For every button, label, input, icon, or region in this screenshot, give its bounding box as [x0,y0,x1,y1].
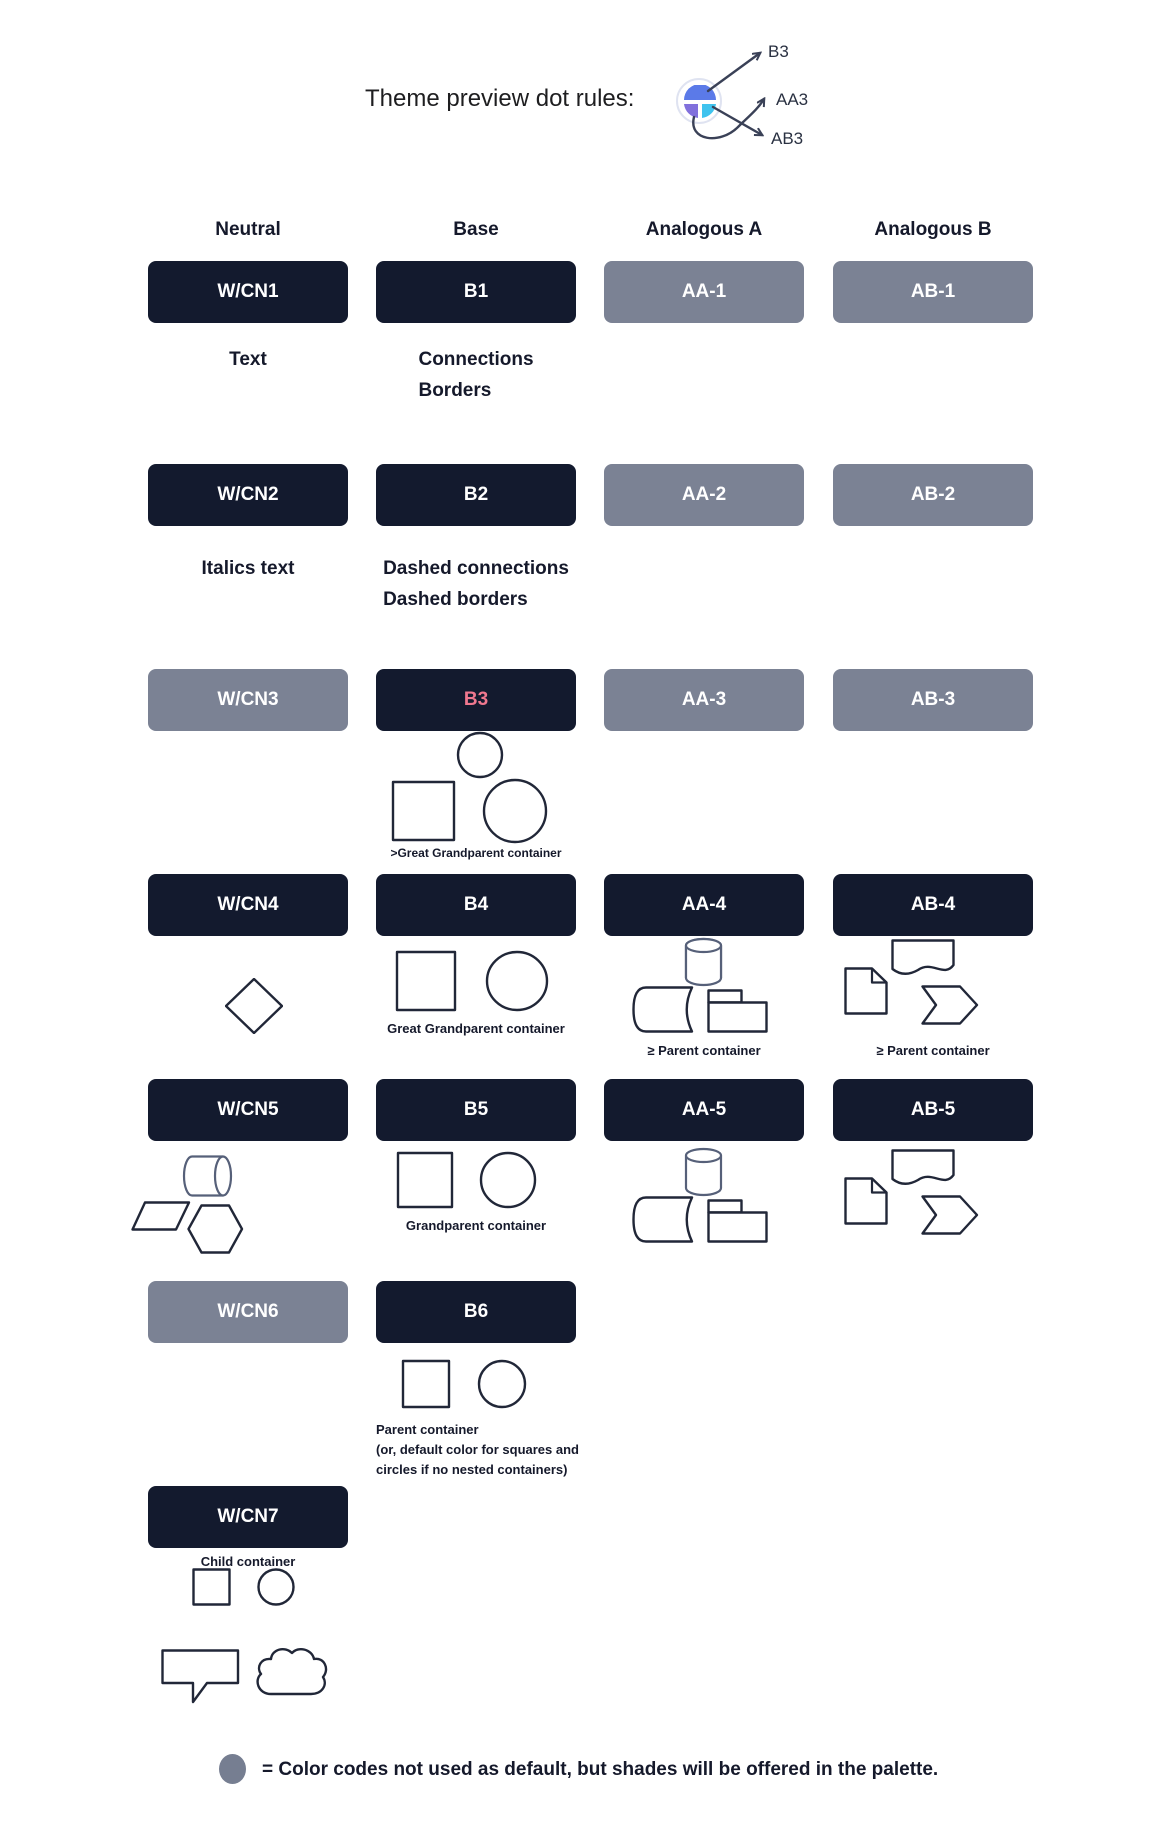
caption-gte-parent-aa4: ≥ Parent container [647,1043,761,1058]
circle-icon [479,1361,525,1407]
tabbed-rectangle-icon [709,1201,767,1242]
swatch-wcn7: W/CN7 [148,1486,348,1548]
stored-data-icon [634,1198,693,1242]
swatch-aa1: AA-1 [604,261,804,323]
swatch-wcn5: W/CN5 [148,1079,348,1141]
dot-label-ab3: AB3 [771,129,804,148]
arrow-to-aa3 [693,99,764,138]
arrow-to-b3 [708,53,760,91]
swatch-b6: B6 [376,1281,576,1343]
dot-label-aa3: AA3 [776,90,809,109]
hexagon-icon [189,1206,243,1253]
caption-parent-note-2: circles if no nested containers) [376,1462,568,1477]
caption-great-grandparent-gt: >Great Grandparent container [390,846,562,860]
chevron-icon [923,1197,978,1234]
caption-dashed-borders: Dashed borders [383,589,528,610]
dot-label-b3: B3 [768,42,789,61]
swatch-aa4: AA-4 [604,874,804,936]
aa5-shape-cluster [628,1146,773,1246]
wavy-document-icon [893,941,954,974]
swatch-b1: B1 [376,261,576,323]
b4-shape-cluster [395,950,550,1014]
wcn7-bubble-cloud [158,1640,334,1704]
document-icon [846,969,887,1014]
diamond-icon [226,979,282,1033]
square-icon [398,1153,452,1207]
square-icon [403,1361,449,1407]
parallelogram-icon [133,1203,190,1230]
square-icon [393,782,454,840]
wcn7-shape-pair [192,1568,297,1608]
caption-great-grandparent: Great Grandparent container [387,1021,565,1036]
column-header-analogous-a: Analogous A [645,219,763,240]
caption-parent-note-1: (or, default color for squares and [376,1442,579,1457]
gray-dot-icon [219,1754,246,1784]
circle-icon [458,733,502,777]
cylinder-icon [686,939,721,985]
column-header-neutral: Neutral [215,219,281,240]
caption-text: Text [229,349,267,370]
caption-dashed-connections: Dashed connections [383,558,569,579]
page-title: Theme preview dot rules: [365,85,635,112]
circle-icon [481,1153,535,1207]
caption-gte-parent-ab4: ≥ Parent container [876,1043,990,1058]
swatch-wcn4: W/CN4 [148,874,348,936]
document-icon [846,1179,887,1224]
b6-shape-cluster [400,1358,530,1410]
caption-dashed [366,553,586,615]
footnote: = Color codes not used as default, but shades will be offered in the palette. [262,1759,939,1780]
caption-connections: Connections [418,349,534,370]
swatch-aa3: AA-3 [604,669,804,731]
wcn4-shape-cluster [225,978,283,1034]
caption-child-container: Child container [200,1554,296,1569]
swatch-aa5: AA-5 [604,1079,804,1141]
square-icon [194,1570,230,1605]
swatch-b4: B4 [376,874,576,936]
swatch-b5: B5 [376,1079,576,1141]
cloud-icon [258,1649,326,1694]
swatch-aa2: AA-2 [604,464,804,526]
column-header-analogous-b: Analogous B [874,219,992,240]
circle-icon [259,1570,294,1605]
swatch-b2: B2 [376,464,576,526]
swatch-wcn1: W/CN1 [148,261,348,323]
swatch-ab2: AB-2 [833,464,1033,526]
wcn5-shape-cluster [128,1152,258,1256]
circle-icon [487,952,547,1010]
ab4-shape-cluster [840,936,982,1028]
swatch-ab3: AB-3 [833,669,1033,731]
swatch-ab5: AB-5 [833,1079,1033,1141]
stored-data-icon [634,988,693,1032]
swatch-ab4: AB-4 [833,874,1033,936]
swatch-wcn3: W/CN3 [148,669,348,731]
swatch-b3: B3 [376,669,576,731]
speech-bubble-icon [163,1651,239,1703]
b5-shape-cluster [396,1151,538,1209]
caption-borders: Borders [418,380,492,401]
ab5-shape-cluster [840,1146,982,1238]
b3-shape-cluster [372,726,588,846]
caption-connections-borders [376,344,576,406]
column-header-base: Base [453,219,499,240]
circle-icon [484,780,546,842]
swatch-wcn6: W/CN6 [148,1281,348,1343]
chevron-icon [923,987,978,1024]
square-icon [397,952,455,1010]
caption-italics-text: Italics text [201,558,295,579]
cylinder-horizontal-icon [184,1157,231,1196]
caption-parent: Parent container [376,1422,479,1437]
cylinder-icon [686,1149,721,1195]
tabbed-rectangle-icon [709,991,767,1032]
caption-parent-block [376,1420,626,1480]
aa4-shape-cluster [628,936,773,1036]
caption-grandparent: Grandparent container [405,1218,547,1233]
swatch-ab1: AB-1 [833,261,1033,323]
wavy-document-icon [893,1151,954,1184]
swatch-wcn2: W/CN2 [148,464,348,526]
